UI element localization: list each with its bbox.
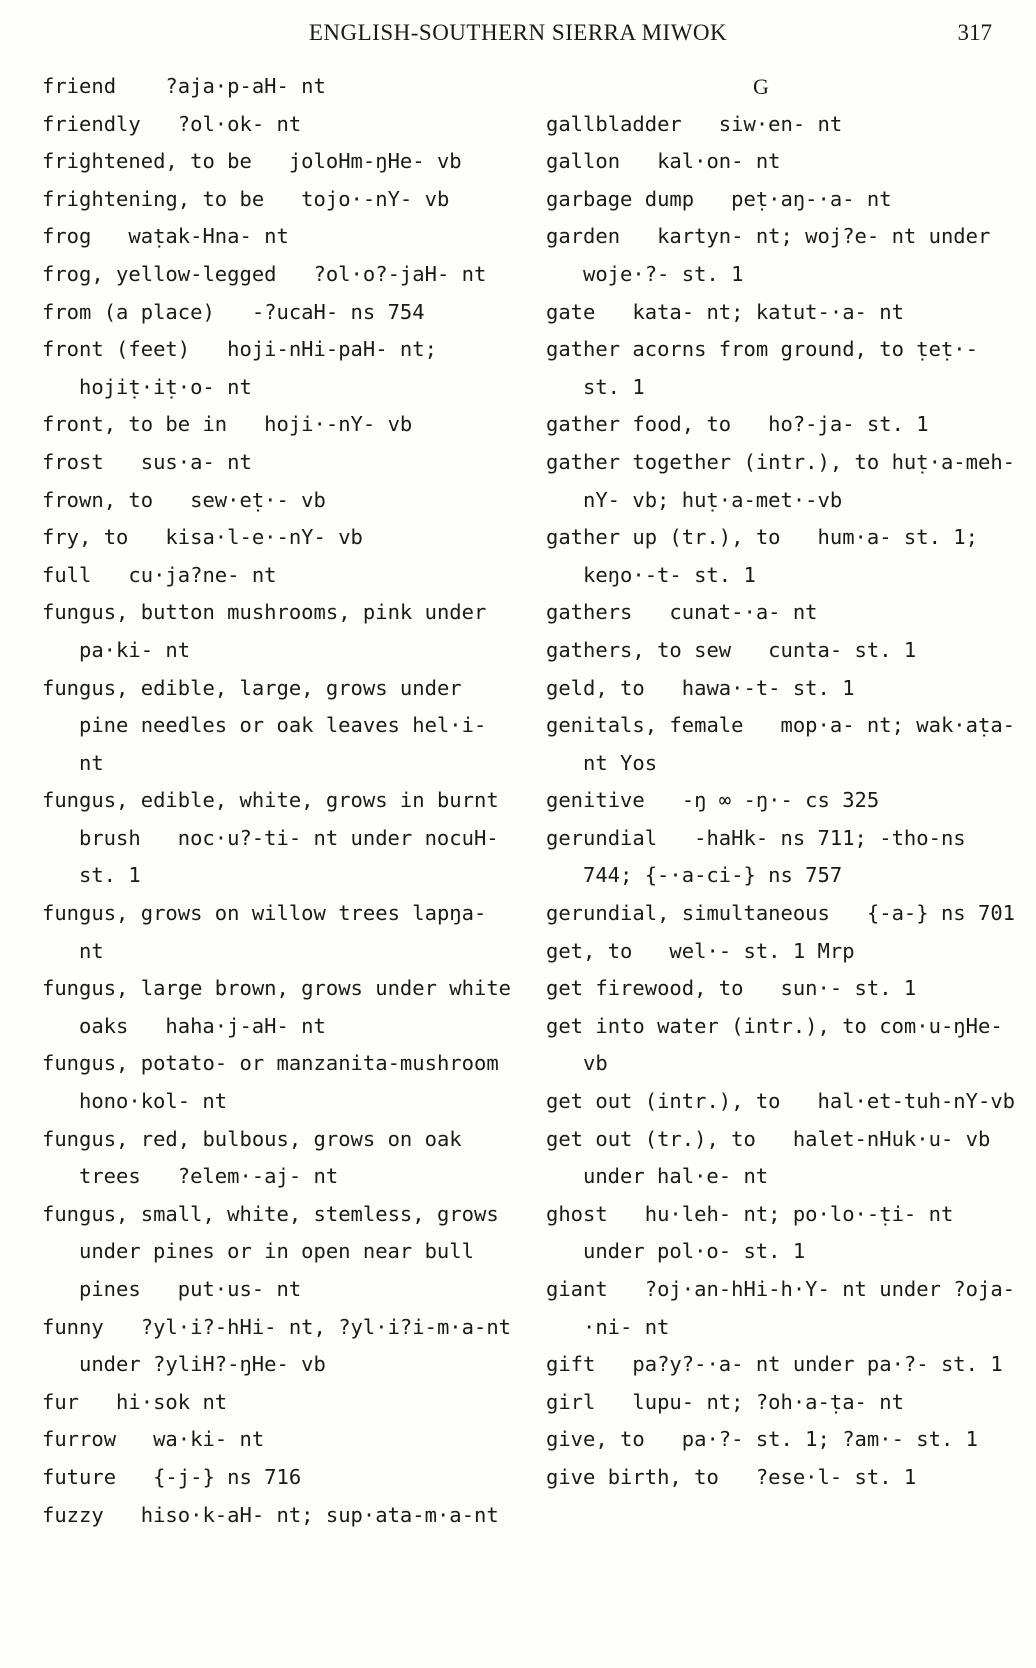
entry-front-feet: front (feet) hoji-nHi-paH- nt; hojiṭ·iṭ·o- nt — [42, 337, 450, 399]
entry-frightening: frightening, to be tojo·-nY- vb — [42, 186, 450, 211]
entry-garden: garden kartyn- nt; woj?e- nt under woje·?- st. 1 — [546, 224, 1003, 286]
entry-fungus-red: fungus, red, bulbous, grows on oak trees ?elem·-aj- nt — [42, 1126, 474, 1189]
right-column — [546, 68, 1028, 1497]
entry-gerundial: gerundial -haHk- ns 711; -tho-ns 744; {-·a-ci-} ns 757 — [546, 825, 978, 888]
entry-get-out-intr: get out (intr.), to hal·et-tuh-nY-vb — [546, 1089, 1015, 1114]
entry-gift: gift pa?y?-·a- nt under pa·?- st. 1 — [546, 1352, 1003, 1377]
entry-giant: giant ?oj·an-hHi-h·Y- nt under ?oja-·ni- nt — [546, 1277, 1015, 1339]
entry-gather-food: gather food, to ho?-ja- st. 1 — [546, 412, 929, 437]
entry-fungus-large-brown: fungus, large brown, grows under white oaks haha·j-aH- nt — [42, 976, 524, 1038]
entry-gallbladder: gallbladder siw·en- nt — [546, 111, 843, 136]
entry-frightened: frightened, to be joloHm-ŋHe- vb — [42, 149, 462, 174]
running-head — [0, 18, 1036, 48]
entry-gather-up: gather up (tr.), to hum·a- st. 1; keŋo·-t- st. 1 — [546, 525, 991, 587]
entry-gate: gate kata- nt; katut-·a- nt — [546, 299, 904, 324]
entry-girl: girl lupu- nt; ?oh·a-ṭa- nt — [546, 1389, 904, 1414]
entry-garbage-dump: garbage dump peṭ·aŋ-·a- nt — [546, 186, 892, 211]
entry-furrow: furrow wa·ki- nt — [42, 1427, 265, 1452]
entry-frog: frog waṭak-Hna- nt — [42, 224, 289, 249]
entry-fur: fur hi·sok nt — [42, 1389, 228, 1414]
entry-front-to-be-in: front, to be in hoji·-nY- vb — [42, 412, 413, 437]
entry-funny: funny ?yl·i?-hHi- nt, ?yl·i?i-m·a-nt under ?yliH?-ŋHe- vb — [42, 1314, 524, 1377]
entry-frown: frown, to sew·eṭ·- vb — [42, 487, 326, 512]
entry-from-a-place: from (a place) -?ucaH- ns 754 — [42, 299, 425, 324]
entry-gathers: gathers cunat-·a- nt — [546, 600, 818, 625]
entry-future: future {-j-} ns 716 — [42, 1464, 302, 1489]
entry-geld: geld, to hawa·-t- st. 1 — [546, 675, 855, 700]
entry-get: get, to wel·- st. 1 Mrp — [546, 938, 855, 963]
entry-get-firewood: get firewood, to sun·- st. 1 — [546, 976, 917, 1001]
section-letter-heading: G — [753, 74, 769, 99]
entry-give-birth: give birth, to ?ese·l- st. 1 — [546, 1464, 917, 1489]
page-title: ENGLISH-SOUTHERN SIERRA MIWOK — [308, 20, 728, 45]
entry-fungus-potato: fungus, potato- or manzanita-mushroom hono·kol- nt — [42, 1051, 536, 1114]
left-column — [42, 68, 536, 1534]
entry-gathers-to-sew: gathers, to sew cunta- st. 1 — [546, 637, 917, 662]
entry-give: give, to pa·?- st. 1; ?am·- st. 1 — [546, 1427, 978, 1452]
entry-fuzzy: fuzzy hiso·k-aH- nt; sup·ata-m·a-nt — [42, 1502, 499, 1527]
entry-frog-yellow-legged: frog, yellow-legged ?ol·o?-jaH- nt — [42, 261, 487, 286]
entry-gallon: gallon kal·on- nt — [546, 149, 781, 174]
entry-gerundial-simultaneous: gerundial, simultaneous {-a-} ns 701 — [546, 901, 1015, 926]
entry-genitive: genitive -ŋ ∞ -ŋ·- cs 325 — [546, 788, 880, 813]
entry-get-out-tr: get out (tr.), to halet-nHuk·u- vb under hal·e- nt — [546, 1126, 1003, 1189]
entry-friendly: friendly ?ol·ok- nt — [42, 111, 302, 136]
entry-fungus-edible-white: fungus, edible, white, grows in burnt brush noc·u?-ti- nt under nocuH- st. 1 — [42, 788, 511, 888]
entry-friend: friend ?aja·p-aH- nt — [42, 74, 326, 98]
entry-frost: frost sus·a- nt — [42, 449, 252, 474]
entry-get-into-water: get into water (intr.), to com·u-ŋHe- vb — [546, 1013, 1015, 1076]
entry-fungus-willow: fungus, grows on willow trees lapŋa- nt — [42, 901, 499, 963]
entry-fungus-edible-large: fungus, edible, large, grows under pine needles or oak leaves hel·i- nt — [42, 675, 499, 775]
page-number: 317 — [957, 20, 992, 45]
entry-genitals-female: genitals, female mop·a- nt; wak·aṭa- nt Yos — [546, 713, 1028, 775]
entry-gather-acorns: gather acorns from ground, to ṭeṭ·- st. 1 — [546, 337, 991, 399]
entry-fungus-button: fungus, button mushrooms, pink under pa·ki- nt — [42, 600, 524, 662]
entry-fry: fry, to kisa·l-e·-nY- vb — [42, 525, 363, 550]
entry-fungus-small-white: fungus, small, white, stemless, grows under pines or in open near bull pines put·us- nt — [42, 1201, 511, 1301]
entry-gather-together: gather together (intr.), to huṭ·a-meh-nY- vb; huṭ·a-met·-vb — [546, 449, 1015, 512]
entry-ghost: ghost hu·leh- nt; po·lo·-ṭi- nt under pol·o- st. 1 — [546, 1201, 966, 1264]
entry-full: full cu·ja?ne- nt — [42, 562, 277, 587]
